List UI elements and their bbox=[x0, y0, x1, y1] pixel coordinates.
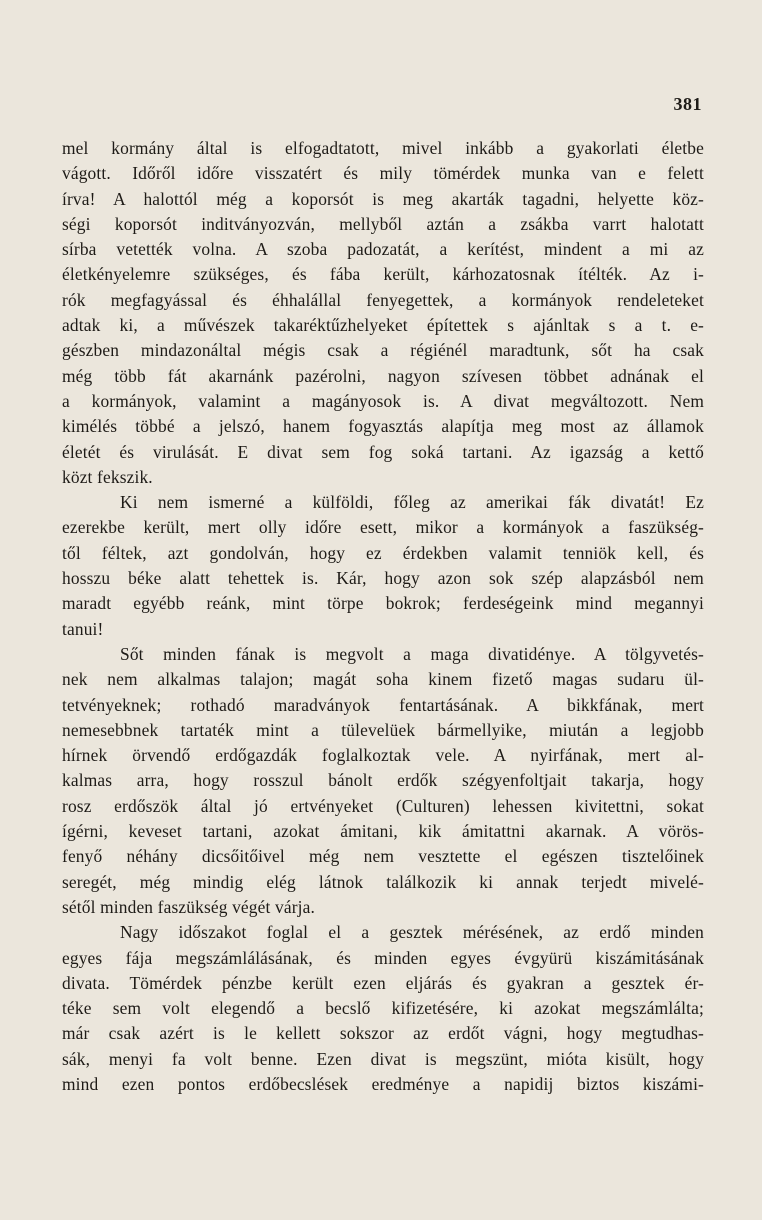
text-line: gészben mindazonáltal mégis csak a régiénél maradtunk, sőt ha csak bbox=[62, 340, 704, 361]
text-line: sírba vetették volna. A szoba padozatát, a kerítést, mindent a mi az bbox=[62, 239, 704, 260]
text-line: maradt egyébb reánk, mint törpe bokrok; ferdeségeink mind megannyi bbox=[62, 593, 704, 614]
text-line: sétől minden faszükség végét várja. bbox=[62, 896, 315, 917]
text-line: sák, menyi fa volt benne. Ezen divat is megszünt, mióta kisült, hogy bbox=[62, 1048, 704, 1069]
text-line: kimélés többé a jelszó, hanem fogyasztás alapítja meg most az államok bbox=[62, 416, 704, 437]
text-line: adtak ki, a művészek takaréktűzhelyeket építettek s ajánltak s a t. e- bbox=[62, 315, 704, 336]
text-line: még több fát akarnánk pazérolni, nagyon szívesen többet adnának el bbox=[62, 365, 704, 386]
text-line: tetvényeknek; rothadó maradványok fentartásának. A bikkfának, mert bbox=[62, 694, 704, 715]
text-line: a kormányok, valamint a magányosok is. A divat megváltozott. Nem bbox=[62, 390, 704, 411]
text-line: vágott. Időről időre visszatért és mily tömérdek munka van e felett bbox=[62, 163, 704, 184]
text-line: rók megfagyással és éhhalállal fenyegettek, a kormányok rendeleteket bbox=[62, 289, 704, 310]
text-line: nek nem alkalmas talajon; magát soha kinem fizető magas sudaru ül- bbox=[62, 669, 704, 690]
text-line: egyes fája megszámlálásának, és minden egyes évgyürü kiszámitásának bbox=[62, 947, 704, 968]
text-line: írva! A halottól még a koporsót is meg akarták tagadni, helyette köz- bbox=[62, 188, 704, 209]
text-line: Nagy időszakot foglal el a gesztek mérésének, az erdő minden bbox=[120, 922, 704, 943]
text-line: hírnek örvendő erdőgazdák foglalkoztak vele. A nyirfának, mert al- bbox=[62, 745, 704, 766]
page-number: 381 bbox=[673, 94, 702, 114]
text-line: től féltek, azt gondolván, hogy ez érdekben valamit tenniök kell, és bbox=[62, 542, 704, 563]
text-line: Sőt minden fának is megvolt a maga divatidénye. A tölgyvetés- bbox=[120, 643, 704, 664]
text-line: Ki nem ismerné a külföldi, főleg az amerikai fák divatát! Ez bbox=[120, 492, 704, 513]
text-line: kalmas arra, hogy rosszul bánolt erdők szégyenfoltjait takarja, hogy bbox=[62, 770, 704, 791]
text-line: ezerekbe került, mert olly időre esett, mikor a kormányok a faszükség- bbox=[62, 517, 704, 538]
text-line: seregét, még mindig elég látnok találkozik ki annak terjedt mivelé- bbox=[62, 871, 704, 892]
text-line: divata. Tömérdek pénzbe került ezen eljárás és gyakran a gesztek ér- bbox=[62, 972, 704, 993]
text-line: nemesebbnek tartaték mint a tülevelüek bármellyike, miután a legjobb bbox=[62, 719, 704, 740]
text-line: rosz erdőszök által jó ertvényeket (Culturen) lehessen kivitettni, sokat bbox=[62, 795, 704, 816]
text-line: tanui! bbox=[62, 618, 104, 639]
text-line: életét és virulását. E divat sem fog soká tartani. Az igazság a kettő bbox=[62, 441, 704, 462]
text-line: fenyő néhány dicsőitőivel még nem vesztette el egészen tisztelőinek bbox=[62, 846, 704, 867]
text-line: mel kormány által is elfogadtatott, mivel inkább a gyakorlati életbe bbox=[62, 138, 704, 158]
text-line: téke sem volt elegendő a becslő kifizetésére, ki azokat megszámlálta; bbox=[62, 998, 704, 1019]
text-line: ígérni, keveset tartani, azokat ámitani, kik ámitattni akarnak. A vörös- bbox=[62, 821, 704, 842]
text-line: ségi koporsót inditványozván, mellyből aztán a zsákba varrt halotatt bbox=[62, 213, 704, 234]
text-line: hosszu béke alatt tehettek is. Kár, hogy azon sok szép alapzásból nem bbox=[62, 568, 704, 589]
body-text bbox=[62, 136, 704, 1097]
text-line: közt fekszik. bbox=[62, 466, 153, 487]
text-line: mind ezen pontos erdőbecslések eredménye a napidij biztos kiszámi- bbox=[62, 1073, 704, 1094]
text-line: már csak azért is le kellett sokszor az erdőt vágni, hogy megtudhas- bbox=[62, 1023, 704, 1044]
text-line: életkényelemre szükséges, és fába került, kárhozatosnak ítélték. Az i- bbox=[62, 264, 704, 285]
